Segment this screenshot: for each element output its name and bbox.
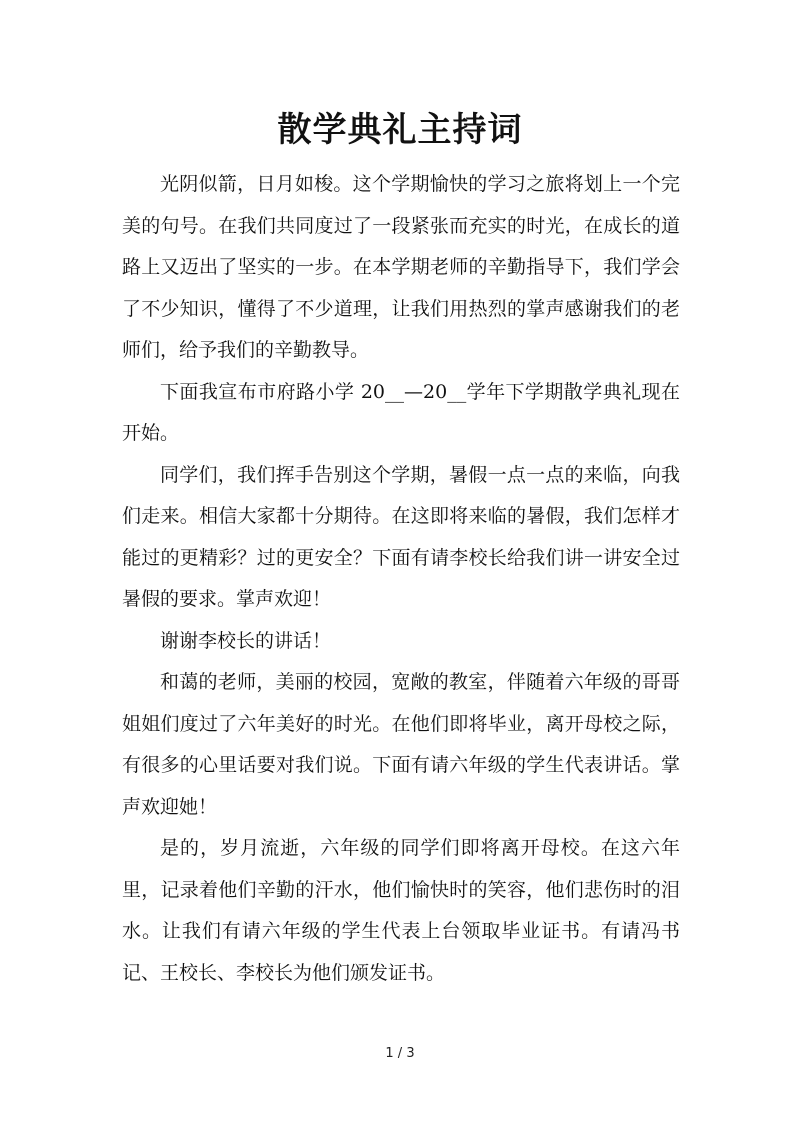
paragraph: 和蔼的老师，美丽的校园，宽敞的教室，伴随着六年级的哥哥姐姐们度过了六年美好的时光。在他们即将毕业，离开母校之际，有很多的心里话要对我们说。下面有请六年级的学生代表讲话。掌声欢迎她！ [122, 671, 680, 818]
page-number: 1 / 3 [385, 1046, 415, 1061]
paragraph: 同学们，我们挥手告别这个学期，暑假一点一点的来临，向我们走来。相信大家都十分期待。在这即将来临的暑假，我们怎样才能过的更精彩？过的更安全？下面有请李校长给我们讲一讲安全过暑假的要求。掌声欢迎！ [122, 463, 680, 610]
document-title: 散学典礼主持词 [277, 110, 523, 150]
paragraph: 光阴似箭，日月如梭。这个学期愉快的学习之旅将划上一个完美的句号。在我们共同度过了一段紧张而充实的时光，在成长的道路上又迈出了坚实的一步。在本学期老师的辛勤指导下，我们学会了不少知识，懂得了不少道理，让我们用热烈的掌声感谢我们的老师们，给予我们的辛勤教导。 [122, 173, 680, 361]
paragraph: 是的，岁月流逝，六年级的同学们即将离开母校。在这六年里，记录着他们辛勤的汗水，他们愉快时的笑容，他们悲伤时的泪水。让我们有请六年级的学生代表上台领取毕业证书。有请冯书记、王校长、李校长为他们颁发证书。 [122, 837, 680, 984]
paragraph: 下面我宣布市府路小学 20__—20__学年下学期散学典礼现在开始。 [122, 380, 680, 444]
paragraph: 谢谢李校长的讲话！ [160, 629, 332, 652]
document-body [122, 164, 680, 994]
